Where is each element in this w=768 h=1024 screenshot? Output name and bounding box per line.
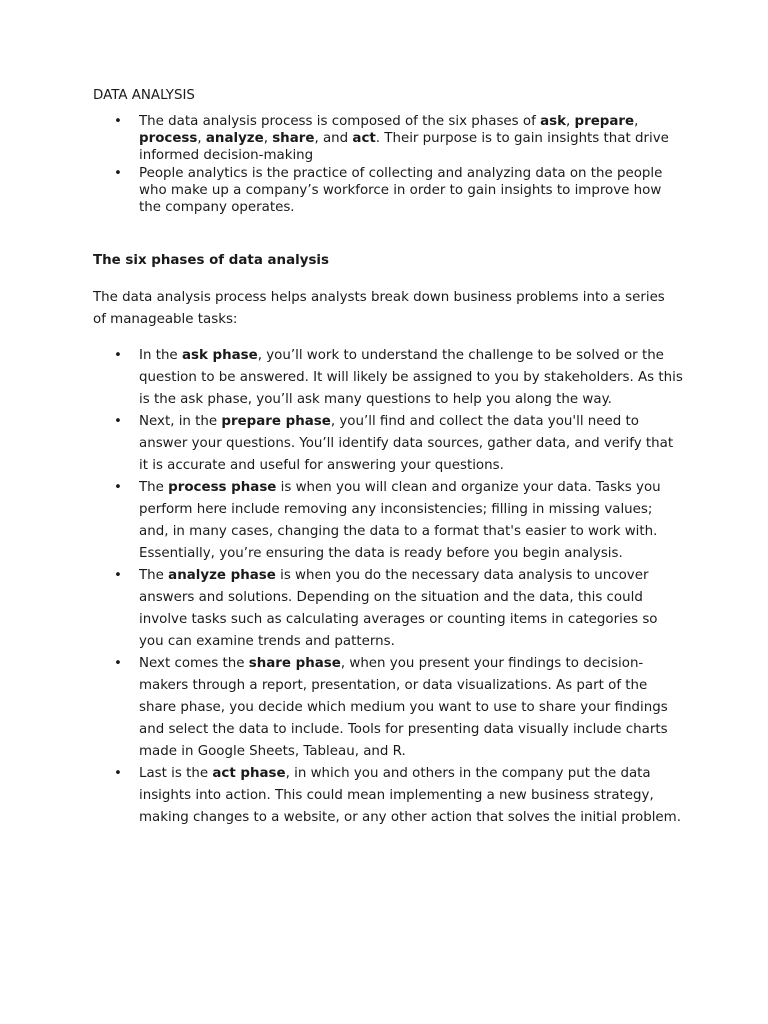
summary-bullet-item: • The data analysis process is composed of the six phases of ask, prepare, process, analyze, share, and act. Their purpose is to gain insights that drive informed decision-making: [93, 113, 683, 165]
summary-bullet-list: [93, 113, 683, 216]
summary-bullet-item: • People analytics is the practice of collecting and analyzing data on the people who make up a company’s workforce in order to gain insights to improve how the company operates.: [93, 165, 683, 217]
phase-item-prepare: • Next, in the prepare phase, you’ll find and collect the data you'll need to answer your questions. You’ll identify data sources, gather data, and verify that it is accurate and useful for answering your questions.: [93, 411, 683, 477]
phase-item-process: • The process phase is when you will clean and organize your data. Tasks you perform here include removing any inconsistencies; filling in missing values; and, in many cases, changing the data to a format that's easier to work with. Essentially, you’re ensuring the data is ready before you begin analysis.: [93, 477, 683, 565]
phase-list: [93, 345, 683, 829]
section-heading: The six phases of data analysis: [93, 253, 329, 268]
phase-item-share: • Next comes the share phase, when you present your findings to decision-makers through a report, presentation, or data visualizations. As part of the share phase, you decide which medium you want to use to share your findings and select the data to include. Tools for presenting data visually include charts made in Google Sheets, Tableau, and R.: [93, 653, 683, 763]
phase-item-analyze: • The analyze phase is when you do the necessary data analysis to uncover answers and solutions. Depending on the situation and the data, this could involve tasks such as calculating averages or counting items in categories so you can examine trends and patterns.: [93, 565, 683, 653]
intro-paragraph: The data analysis process helps analysts break down business problems into a series of manageable tasks:: [93, 290, 665, 327]
phase-item-act: • Last is the act phase, in which you and others in the company put the data insights into action. This could mean implementing a new business strategy, making changes to a website, or any other action that solves the initial problem.: [93, 763, 683, 829]
document-title: DATA ANALYSIS: [93, 88, 195, 103]
phase-item-ask: • In the ask phase, you’ll work to understand the challenge to be solved or the question to be answered. It will likely be assigned to you by stakeholders. As this is the ask phase, you’ll ask many questions to help you along the way.: [93, 345, 683, 411]
